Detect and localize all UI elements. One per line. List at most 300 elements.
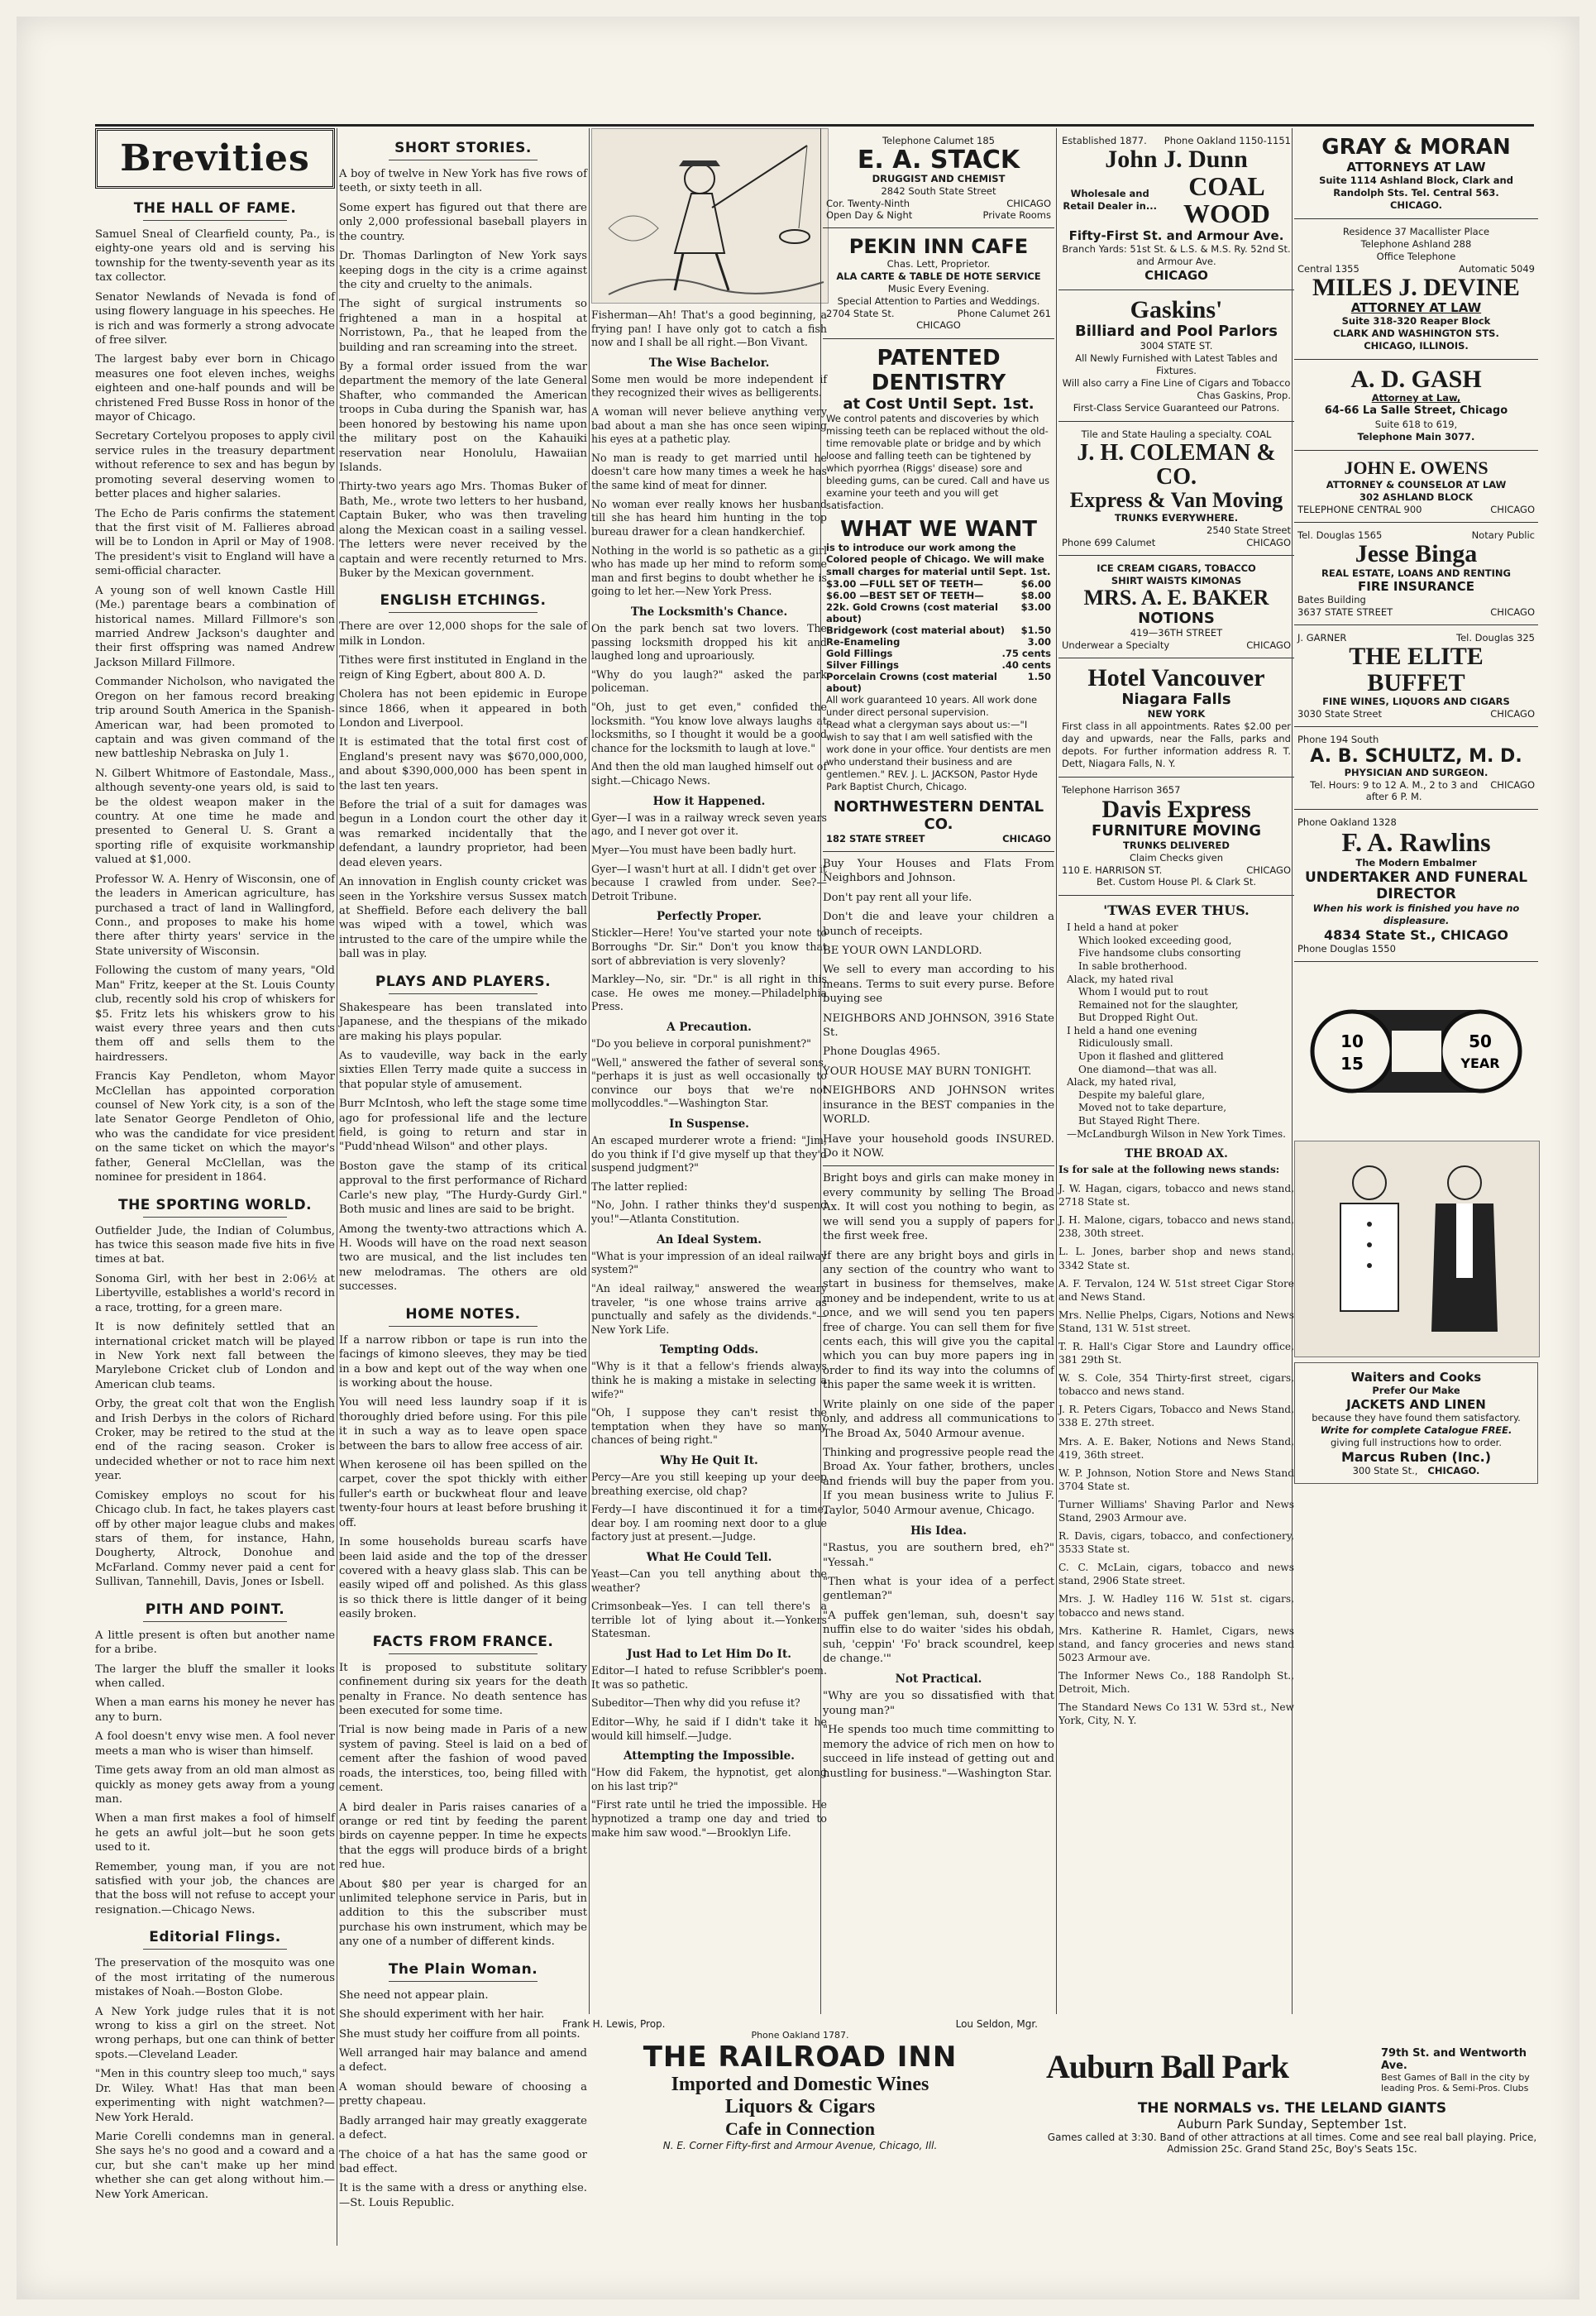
article-paragraph: Boston gave the stamp of its critical approval to the first performance of Richard Carle's new play, "The Hurdy-Gurdy Girl." Both music and lines are said to be bright. (339, 1160, 587, 1217)
article-paragraph: And then the old man laughed himself out of sight.—Chicago News. (591, 760, 827, 787)
article-paragraph: The Echo de Paris confirms the statement that the first visit of M. Fallieres abroad will be to London in April or May of 1908. The president's visit to England will have a semi-official character. (95, 507, 335, 578)
davis-l3: Claim Checks given (1129, 852, 1223, 864)
article-paragraph: On the park bench sat two lovers. The passing locksmith dropped his kit and laughed long and uproariously. (591, 621, 827, 663)
gaskins-name: Gaskins' (1130, 295, 1223, 323)
binga-tel: Tel. Douglas 1565 (1297, 529, 1383, 542)
article-paragraph: Cholera has not been epidemic in Europe since 1866, when it appeared in both London and Liverpool. (339, 688, 587, 730)
price-item: Bridgework (cost material about) (826, 624, 1006, 637)
column-ads-left (823, 128, 1054, 2031)
article-paragraph: She must study her coiffure from all points. (339, 2027, 581, 2041)
article-paragraph: There are over 12,000 shops for the sale of milk in London. (339, 620, 587, 648)
ruben-l2: Prefer Our Make (1372, 1385, 1460, 1397)
price-value: $3.00 (1020, 601, 1051, 614)
gaskins-l4: First-Class Service Guaranteed our Patrons. (1073, 401, 1280, 414)
northwestern-city: CHICAGO (1002, 832, 1051, 845)
schultz-l2: Tel. Hours: 9 to 12 A. M., 2 to 3 and after 6 P. M. (1310, 779, 1479, 803)
stack-phone: Telephone Calumet 185 (882, 135, 995, 146)
newsstand-entry: T. R. Hall's Cigar Store and Laundry office, 381 29th St. (1058, 1340, 1294, 1366)
brevities-sections (95, 200, 335, 2202)
auburn-loc1: 79th St. and Wentworth Ave. (1381, 2047, 1527, 2072)
ruben-l4: because they have found them satisfactory. (1312, 1412, 1521, 1424)
article-paragraph: Subeditor—Then why did you refuse it? (591, 1696, 800, 1710)
newsstand-entry: Mrs. Nellie Phelps, Cigars, Notions and News Stand, 131 W. 51st street. (1058, 1309, 1294, 1334)
pekin-l3: Special Attention to Parties and Weddings. (837, 295, 1040, 308)
article-paragraph: As to vaudeville, way back in the early sixties Ellen Terry made quite a success in that popular style of amusement. (339, 1049, 587, 1091)
devine-l2: Suite 318-320 Reaper Block (1341, 315, 1491, 328)
article-paragraph: Crimsonbeak—Yes. I can tell there's a terrible lot of lying about it.—Yonkers Statesman. (591, 1600, 827, 1640)
price-row (826, 659, 1051, 671)
price-value: $8.00 (1020, 590, 1051, 602)
baker-l1: ICE CREAM CIGARS, TOBACCO (1097, 562, 1256, 574)
clock-icon (1294, 969, 1538, 1134)
whatwewant-title: WHAT WE WANT (840, 516, 1037, 542)
article-paragraph: No man is ready to get married until he doesn't care how many times a week he has the same kind of meat for dinner. (591, 451, 827, 492)
binga-city: CHICAGO (1490, 606, 1535, 619)
article-paragraph: When a man first makes a fool of himself he gets an awful jolt—but he soon gets used to it. (95, 1812, 335, 1854)
northwestern-name: NORTHWESTERN DENTAL CO. (833, 797, 1044, 833)
pekin-phone: Phone Calumet 261 (957, 308, 1051, 320)
ruben-l3: JACKETS AND LINEN (1346, 1397, 1486, 1413)
article-paragraph: Dr. Thomas Darlington of New York says keeping dogs in the city is a crime against the city and cruelty to the animals. (339, 250, 587, 291)
newsstand-entry: Mrs. Katherine R. Hamlet, Cigars, news stand, and fancy groceries and news stand 5023 Armour ave. (1058, 1625, 1294, 1663)
dentistry-price-list (826, 578, 1051, 694)
gaskins-l3: Will also carry a Fine Line of Cigars and Tobacco (1062, 376, 1291, 389)
ad-hotel-vancouver (1058, 658, 1294, 778)
article-paragraph: Time gets away from an old man almost as quickly as money gets away from a young man. (95, 1764, 335, 1806)
top-rule (95, 124, 1534, 127)
poem-line: One diamond—that was all. (1078, 1063, 1217, 1075)
article-paragraph: An escaped murderer wrote a friend: "Jim, do you think if I'd give myself up that they'd suspend judgment?" (591, 1134, 827, 1175)
rawlins-l3: When his work is finished you have no displeasure. (1312, 902, 1520, 926)
stack-addr: 2842 South State Street (881, 185, 996, 198)
article-paragraph: Comiskey employs no scout for his Chicago club. In fact, he takes players cast off by other major league clubs and makes stars of them, for instance, Hahn, Dougherty, Altrock, Donohue and McFarland. Commy never paid a cent for Sullivan, Tannehill, Davis, Jones or Isbell. (95, 1489, 335, 1589)
devine-tel: Telephone Ashland 288 (1360, 237, 1472, 250)
article-paragraph: Stickler—Here! You've started your note to Borroughs "Dr. Sir." Don't you know that sort of abbreviation is very slovenly? (591, 926, 827, 967)
poem-line: Which looked exceeding good, (1078, 934, 1232, 946)
devine-c2: Automatic 5049 (1459, 262, 1535, 275)
price-row (826, 578, 1051, 590)
article-paragraph: "An ideal railway," answered the weary traveler, "is one whose trains arrive as punctually and safely as the dividends."—New York Life. (591, 1281, 827, 1336)
newsstand-entry: J. R. Peters Cigars, Tobacco and News Stand, 338 E. 27th street. (1058, 1404, 1294, 1429)
article-paragraph: A boy of twelve in New York has five rows of teeth, or sixty teeth in all. (339, 168, 587, 195)
price-item: Silver Fillings (826, 659, 900, 672)
article-paragraph: Editor—I hated to refuse Scribbler's poem. It was so pathetic. (591, 1664, 827, 1691)
poem-line: Despite my baleful glare, (1078, 1089, 1206, 1101)
article-paragraph: "He spends too much time committing to memory the advice of rich men on how to succeed in life instead of getting out and hustling for business."—Washington Star. (823, 1724, 1054, 1780)
owens-city: CHICAGO (1490, 504, 1535, 516)
article-paragraph: The largest baby ever born in Chicago measures one foot eleven inches, weighs eighteen and one-half pounds and will be christened Fred Busse Ross in honor of the mayor of Chicago. (95, 353, 335, 424)
article-paragraph: Yeast—Can you tell anything about the weather? (591, 1567, 827, 1594)
section-heading: The Wise Bachelor. (648, 356, 770, 370)
price-row (826, 671, 1051, 694)
newsstand-entry: W. S. Cole, 354 Thirty-first street, cigars, tobacco and news stand. (1058, 1372, 1294, 1398)
article-paragraph: "First rate until he tried the impossible. He hypnotized a tramp one day and tried to make him saw wood."—Brooklyn Life. (591, 1798, 827, 1839)
article-paragraph: Before the trial of a suit for damages was begun in a London court the other day it was remarked incidentally that the defendant, a laundry proprietor, had been dead eleven years. (339, 799, 587, 869)
gray-l1: ATTORNEYS AT LAW (1346, 160, 1486, 175)
gray-l2: Suite 1114 Ashland Block, Clark and Randolph Sts. Tel. Central 563. (1319, 175, 1513, 199)
article-paragraph: Trial is now being made in Paris of a new system of paving. Steel is laid on a bed of cement after the fashion of wood paved roads, the interstices, too, being filled with cement. (339, 1724, 587, 1795)
gash-l2: 64-66 La Salle Street, Chicago (1324, 404, 1508, 418)
column-divider (1292, 128, 1293, 2014)
section-heading: Not Practical. (895, 1672, 982, 1687)
gaskins-prop: Chas Gaskins, Prop. (1197, 389, 1291, 401)
coleman-addr: 2540 State Street (1207, 524, 1291, 536)
davis-phone: Telephone Harrison 3657 (1062, 783, 1181, 796)
devine-res: Residence 37 Macallister Place (1342, 225, 1490, 237)
newsstand-entry: J. H. Malone, cigars, tobacco and news stand, 238, 30th street. (1058, 1214, 1294, 1240)
rawlins-phone: Phone Oakland 1328 (1297, 816, 1397, 829)
houses-line: NEIGHBORS AND JOHNSON, 3916 State St. (823, 1012, 1054, 1040)
broadax-paragraph: Bright boys and girls can make money in every community by selling The Broad Ax. It will cost you nothing to begin, as we will send you a supply of papers for the first week free. (823, 1172, 1054, 1243)
article-paragraph: An innovation in English county cricket was seen in the Yorkshire versus Sussex match at Sheffield. Before each delivery the ball was wiped with a towel, which was intrusted to the care of the umpire while the ball was in play. (339, 876, 587, 961)
ad-elite-buffet (1294, 625, 1538, 727)
gaskins-l2: All Newly Furnished with Latest Tables and Fixtures. (1075, 352, 1278, 376)
gash-l3: Suite 618 to 619, (1374, 419, 1458, 431)
newsstand-entry: J. W. Hagan, cigars, tobacco and news stand, 2718 State st. (1058, 1183, 1294, 1208)
brevities-title: Brevities (120, 137, 310, 179)
section-heading: THE SPORTING WORLD. (95, 1197, 335, 1218)
owens-phone: TELEPHONE CENTRAL 900 (1297, 504, 1422, 516)
ad-davis-express (1058, 778, 1294, 896)
rawlins-addr: 4834 State St., CHICAGO (1324, 926, 1508, 943)
houses-line: BE YOUR OWN LANDLORD. (823, 944, 982, 957)
section-heading: What He Could Tell. (646, 1551, 772, 1565)
ruben-city: CHICAGO. (1427, 1465, 1480, 1477)
railroad-name: THE RAILROAD INN (643, 2041, 958, 2074)
dunn-phone: Phone Oakland 1150-1151 (1164, 135, 1291, 146)
article-paragraph: Professor W. A. Henry of Wisconsin, one of the leaders in American agriculture, has purchased a tract of land in Wallingford, Conn., and proposes to make his home there after thirty years' service in the State university of Wisconsin. (95, 873, 335, 958)
article-paragraph: The preservation of the mosquito was one of the most irritating of the numerous mistakes of Noah.—Boston Globe. (95, 1957, 335, 1999)
dunn-ws: Wholesale and Retail Dealer in... (1063, 188, 1157, 213)
poem-line: Whom I would put to rout (1078, 986, 1209, 998)
section-heading: A Precaution. (667, 1020, 752, 1034)
dentistry-guarantee: All work guaranteed 10 years. All work done under direct personal supervision. (826, 694, 1038, 719)
gash-l1: Attorney at Law, (1371, 392, 1461, 404)
dunn-name: John J. Dunn (1105, 146, 1248, 173)
article-paragraph: You will need less laundry soap if it is thoroughly dried before using. For this pile it in such a way as to leave open space between the bars to allow free access of air. (339, 1396, 587, 1452)
gash-l4: Telephone Main 3077. (1357, 431, 1475, 443)
newsstand-entry: C. C. McLain, cigars, tobacco and news stand, 2906 State street. (1058, 1562, 1294, 1587)
poem-body (1058, 921, 1294, 1141)
devine-office: Office Telephone (1376, 250, 1456, 262)
dentistry-t3: at Cost Until Sept. 1st. (843, 395, 1035, 413)
pekin-city: CHICAGO (916, 319, 961, 332)
article-paragraph: If a narrow ribbon or tape is run into the facings of kimono sleeves, they may be tied in a bow and kept out of the way when one is working about the house. (339, 1333, 587, 1390)
section-heading: Tempting Odds. (659, 1343, 759, 1357)
dentistry-t1: PATENTED (877, 346, 1001, 371)
coleman-name: J. H. COLEMAN & CO. (1077, 439, 1276, 490)
article-paragraph: The latter replied: (591, 1180, 688, 1193)
article-paragraph: A woman should beware of choosing a pretty chapeau. (339, 2080, 587, 2108)
auburn-loc2: Best Games of Ball in the city by leading Pros. & Semi-Pros. Clubs (1381, 2072, 1530, 2093)
jokes-lower (823, 1524, 1054, 1781)
ad-john-owens (1294, 451, 1538, 523)
elite-city: CHICAGO (1490, 708, 1535, 720)
article-paragraph: Among the twenty-two attractions which A. H. Woods will have on the road next season two are musical, and the list includes ten new melodramas. The others are old successes. (339, 1223, 587, 1294)
poem-line: But Dropped Right Out. (1078, 1012, 1198, 1024)
article-paragraph: "Men in this country sleep too much," says Dr. Wiley. What! Has that man been experimenting with night watchmen?—New York Herald. (95, 2068, 335, 2124)
article-paragraph: Senator Newlands of Nevada is fond of using flowery language in his speeches. He is rich and was formerly a strong advocate of free silver. (95, 290, 335, 347)
article-paragraph: It is proposed to substitute solitary confinement during six years for the death penalty in France. No death sentence has been executed for some time. (339, 1661, 587, 1717)
coleman-top: Tile and State Hauling a specialty. COAL (1081, 428, 1272, 440)
binga-name: Jesse Binga (1355, 540, 1478, 568)
dentistry-clergy: Read what a clergyman says about us:—"I wish to say that I am well satisfied with the work done in your office. Your dentists are men who understand their business and are gentlemen." REV. J. L. JACKSON, Pastor Hyde Park Baptist Church, Chicago. (826, 719, 1051, 792)
houses-line: Don't pay rent all your life. (823, 891, 972, 904)
article-paragraph: Secretary Cortelyou proposes to apply civil service rules in the treasury department without reference to sex and has begun by promoting several deserving women to better places and higher salaries. (95, 430, 335, 501)
ad-schultz (1294, 727, 1538, 810)
humor-sections (591, 356, 827, 1840)
binga-l2: FIRE INSURANCE (1358, 579, 1474, 595)
section-heading: FACTS FROM FRANCE. (339, 1634, 587, 1654)
dunn-addr: Fifty-First St. and Armour Ave. (1068, 227, 1284, 243)
ad-dentistry (823, 339, 1054, 852)
devine-l1: ATTORNEY AT LAW (1350, 300, 1482, 316)
article-paragraph: "Oh, I suppose they can't resist the temptation when they have so many chances of being right." (591, 1406, 827, 1447)
article-paragraph: The sight of surgical instruments so frightened a man in a hospital at Norristown, Pa., that he leaped from the building and ran screaming into the street. (339, 298, 587, 354)
houses-line: NEIGHBORS AND JOHNSON writes insurance in the BEST companies in the WORLD. (823, 1084, 1054, 1127)
clock-right-top: 50 (1469, 1031, 1492, 1052)
article-paragraph: Nothing in the world is so pathetic as a girl who has made up her mind to reform some man and first begins to doubt whether he is going to let her.—New York Press. (591, 543, 827, 598)
schultz-phone: Phone 194 South (1297, 734, 1379, 746)
rawlins-name: F. A. Rawlins (1341, 827, 1491, 858)
fisherman-caption (591, 309, 827, 350)
vancouver-body: First class in all appointments. Rates $2.00 per day and upwards, near the Falls, parks and depots. For further information address R. T. Dett, Niagara Falls, N. Y. (1062, 720, 1291, 769)
poem-line: Five handsome clubs consorting (1078, 947, 1241, 959)
column-short-stories (339, 128, 587, 2209)
newsstand-entry: L. L. Jones, barber shop and news stand, 3342 State st. (1058, 1246, 1294, 1271)
railroad-mgr: Lou Seldon, Mgr. (955, 2018, 1038, 2030)
article-paragraph: Francis Kay Pendleton, whom Mayor McClellan has appointed corporation counsel of New York city, is a son of the late Senator George Pendleton of Ohio, who was the candidate for vice president on the same ticket on which the mayor's father, General McClellan, was the nominee for president in 1864. (95, 1070, 335, 1184)
price-row (826, 648, 1051, 659)
article-paragraph: A fool doesn't envy wise men. A fool never meets a man who is wiser than himself. (95, 1730, 335, 1758)
auburn-l1: THE NORMALS vs. THE LELAND GIANTS (1137, 2100, 1447, 2117)
price-item: Porcelain Crowns (cost material about) (826, 671, 997, 695)
article-paragraph: By a formal order issued from the war department the memory of the late General Shafter, who commanded the American troops in Cuba during the Spanish war, has been honored by bestowing his name upon the military post on the Kahauiki reservation near Honolulu, Hawaiian Islands. (339, 361, 587, 475)
broadax-sale-title: THE BROAD AX. (1125, 1147, 1228, 1161)
article-paragraph: The larger the bluff the smaller it looks when called. (95, 1663, 335, 1690)
elite-garner: J. GARNER (1297, 632, 1347, 644)
section-heading: PITH AND POINT. (95, 1601, 335, 1622)
article-paragraph: "No, John. I rather thinks they'd suspend you!"—Atlanta Constitution. (591, 1199, 827, 1226)
ad-miles-devine (1294, 219, 1538, 360)
article-paragraph: A New York judge rules that it is not wrong to kiss a girl on the street. Not wrong perhaps, but one can think of better spots.—Cleveland Leader. (95, 2005, 335, 2061)
neighbors-johnson-ad (823, 852, 1054, 1161)
poem-line: I held a hand at poker (1067, 921, 1178, 934)
devine-name: MILES J. DEVINE (1312, 273, 1520, 301)
price-item: 22k. Gold Crowns (cost material about) (826, 601, 998, 625)
section-heading: ENGLISH ETCHINGS. (339, 592, 587, 613)
article-paragraph: About $80 per year is charged for an unlimited telephone service in Paris, but in addition to this the subscriber must purchase his own instrument, which may be any one of a number of different kinds. (339, 1878, 587, 1949)
ad-john-j-dunn (1058, 128, 1294, 290)
stack-hours: Open Day & Night (826, 209, 913, 222)
davis-l2: TRUNKS DELIVERED (1123, 840, 1230, 852)
article-paragraph: No woman ever really knows her husband till she has heard him hunting in the top bureau drawer for a clean handkerchief. (591, 497, 827, 538)
clock-ad-graphic (1294, 969, 1538, 1134)
price-item: $6.00 —BEST SET OF TEETH— (826, 590, 984, 602)
section-heading: Just Had to Let Him Do It. (627, 1648, 791, 1662)
railroad-addr: N. E. Corner Fifty-first and Armour Avenue, Chicago, Ill. (662, 2140, 938, 2151)
baker-notions: NOTIONS (1138, 609, 1215, 627)
poem-line: —McLandburgh Wilson in New York Times. (1067, 1127, 1286, 1140)
newsstand-entry: A. F. Tervalon, 124 W. 51st street Cigar Store and News Stand. (1058, 1277, 1294, 1303)
ad-gash (1294, 360, 1538, 451)
auburn-name: Auburn Ball Park (1046, 2048, 1288, 2085)
stack-cor: Cor. Twenty-Ninth (826, 198, 910, 210)
waiters-illustration (1294, 1141, 1540, 1357)
article-paragraph: Shakespeare has been translated into Japanese, and the thespians of the mikado are making his plays popular. (339, 1001, 587, 1043)
davis-addr: 110 E. HARRISON ST. (1062, 864, 1163, 877)
article-paragraph: Percy—Are you still keeping up your deep breathing exercise, old chap? (591, 1471, 827, 1497)
article-paragraph: "Why do you laugh?" asked the park policeman. (591, 668, 827, 695)
owens-l2: 302 ASHLAND BLOCK (1359, 491, 1474, 504)
newspaper-page (17, 17, 1579, 2299)
schultz-name: A. B. SCHULTZ, M. D. (1310, 746, 1522, 768)
article-paragraph: Well arranged hair may balance and amend a defect. (339, 2046, 587, 2074)
article-paragraph: "Do you believe in corporal punishment?" (591, 1036, 811, 1050)
section-heading: Perfectly Proper. (657, 910, 762, 924)
elite-addr: 3030 State Street (1297, 708, 1382, 720)
section-heading: How it Happened. (652, 794, 766, 808)
houses-line: YOUR HOUSE MAY BURN TONIGHT. (823, 1065, 1032, 1078)
houses-line: We sell to every man according to his means. Terms to suit every purse. Before buying see (823, 964, 1054, 1006)
article-paragraph: "What is your impression of an ideal railway system?" (591, 1249, 827, 1276)
waiters-drawing (1295, 1141, 1539, 1357)
baker-l2: SHIRT WAISTS KIMONAS (1111, 574, 1242, 586)
column-divider (589, 128, 590, 2014)
article-paragraph: "Why is it that a fellow's friends always think he is making a mistake in selecting a wife?" (591, 1360, 827, 1400)
poem-line: I held a hand one evening (1067, 1024, 1197, 1036)
article-paragraph: Editor—Why, he said if I didn't take it he would kill himself.—Judge. (591, 1715, 827, 1742)
price-value: .75 cents (1001, 648, 1051, 660)
price-value: $6.00 (1020, 578, 1051, 591)
section-heading: HOME NOTES. (339, 1306, 587, 1327)
article-paragraph: Myer—You must have been badly hurt. (591, 843, 796, 856)
ad-gray-moran (1294, 128, 1538, 219)
price-item: $3.00 —FULL SET OF TEETH— (826, 578, 983, 591)
article-paragraph: Sonoma Girl, with her best in 2:06½ at Libertyville, establishes a world's record in a race, trotting, for a green mare. (95, 1272, 335, 1314)
ruben-name: Marcus Ruben (Inc.) (1340, 1449, 1492, 1466)
article-paragraph: Markley—No, sir. "Dr." is all right in this case. He owes me money.—Philadelphia Press. (591, 973, 827, 1013)
gray-city: CHICAGO. (1389, 199, 1442, 211)
dunn-coal: COAL (1188, 170, 1265, 201)
article-paragraph: A little present is often but another name for a bribe. (95, 1629, 335, 1657)
article-paragraph: "A puffek gen'leman, suh, doesn't say nuffin else to do waiter 'sides his obdah, suh, 'ceppin' 'Fo' brack scoundrel, keep de change.'" (823, 1609, 1054, 1666)
column-ads-middle (1058, 128, 1294, 2031)
ad-coleman (1058, 422, 1294, 556)
broadax-paragraph: If there are any bright boys and girls in any section of the country who want to start in business for themselves, make money and be independent, write to us at once, and we will send you ten papers free of charge. You can sell them for five cents each, this will give you the capital which you can buy more papers ing in order to find its way into the columns of this paper the same week it is written. (823, 1249, 1054, 1392)
pekin-name: PEKIN INN CAFE (848, 235, 1029, 259)
vancouver-l2: NEW YORK (1147, 708, 1206, 720)
houses-line: Have your household goods INSURED. Do it NOW. (823, 1132, 1054, 1160)
poem-line: Alack, my hated rival (1067, 973, 1173, 985)
gaskins-l1: Billiard and Pool Parlors (1075, 323, 1278, 341)
clock-left-top: 10 (1340, 1031, 1364, 1052)
article-paragraph: When a man earns his money he never has any to burn. (95, 1696, 335, 1724)
column-humor (591, 128, 827, 2031)
davis-name: Davis Express (1101, 795, 1251, 823)
article-paragraph: It is now definitely settled that an international cricket match will be played in New York next fall between the Marylebone Cricket club of London and American club teams. (95, 1321, 335, 1391)
ad-pekin-inn (823, 228, 1054, 339)
rawlins-l2: UNDERTAKER AND FUNERAL DIRECTOR (1304, 868, 1528, 902)
pekin-l1: ALA CARTE & TABLE DE HOTE SERVICE (836, 270, 1041, 283)
davis-city: CHICAGO (1246, 864, 1291, 877)
column-divider (1056, 128, 1057, 2014)
owens-name: JOHN E. OWENS (1344, 457, 1488, 479)
article-paragraph: When kerosene oil has been spilled on the carpet, cover the spot thickly with either fuller's earth or buckwheat flour and leave twenty-four hours at least before brushing it off. (339, 1459, 587, 1529)
ruben-l5: Write for complete Catalogue FREE. (1320, 1424, 1512, 1437)
article-paragraph: Some expert has figured out that there are only 2,000 professional baseball players in the country. (339, 201, 587, 243)
newsstand-entry: The Standard News Co 131 W. 53rd st., New York, City, N. Y. (1058, 1701, 1294, 1727)
article-paragraph: It is estimated that the total first cost of England's present navy was $670,000,000, and about $390,000,000 has been spent in the last ten years. (339, 736, 587, 792)
poem-line: Ridiculously small. (1078, 1037, 1173, 1050)
ad-jesse-binga (1294, 523, 1538, 625)
coleman-phone: Phone 699 Calumet (1062, 536, 1156, 548)
gash-name: A. D. GASH (1350, 365, 1482, 393)
schultz-city: CHICAGO (1490, 779, 1535, 792)
article-paragraph: Tithes were first instituted in England in the reign of King Egbert, about 800 A. D. (339, 654, 587, 682)
newsstand-entry: Mrs. J. W. Hadley 116 W. 51st st. cigars, tobacco and news stand. (1058, 1593, 1294, 1619)
newsstand-entry: R. Davis, cigars, tobacco, and confectionery, 3533 State st. (1058, 1530, 1294, 1556)
price-value: .40 cents (1001, 659, 1051, 672)
price-item: Re-Enameling (826, 636, 901, 648)
schultz-l1: PHYSICIAN AND SURGEON. (1344, 767, 1488, 779)
baker-name: MRS. A. E. BAKER (1083, 586, 1269, 610)
caption-paragraph: Fisherman—Ah! That's a good beginning, a frying pan! I have only got to catch a fish now and I shall be all right.—Bon Vivant. (591, 309, 827, 349)
clock-left-bottom: 15 (1340, 1054, 1364, 1074)
dunn-yards: Branch Yards: 51st St. & L.S. & M.S. Ry. 52nd St. and Armour Ave. (1062, 242, 1291, 267)
elite-name: THE ELITE BUFFET (1349, 643, 1484, 696)
article-paragraph: Remember, young man, if you are not satisfied with your job, the chances are that the boss will not refuse to accept your resignation.—Chicago News. (95, 1860, 335, 1916)
davis-l1: FURNITURE MOVING (1091, 822, 1262, 840)
article-paragraph: She need not appear plain. (339, 1988, 489, 2002)
poem-line: But Stayed Right There. (1078, 1115, 1201, 1127)
baker-l3: Underwear a Specialty (1062, 639, 1170, 651)
coleman-l2: TRUNKS EVERYWHERE. (1114, 511, 1239, 524)
article-paragraph: She should experiment with her hair. (339, 2008, 545, 2022)
auburn-l3: Games called at 3:30. Band of other attractions at all times. Come and see real ball playing. Price, Admission 25c. Grand Stand 25c, Boy's Seats 15c. (1047, 2132, 1537, 2155)
article-paragraph: "Why are you so dissatisfied with that young man?" (823, 1690, 1054, 1717)
houses-line: Phone Douglas 4965. (823, 1046, 941, 1059)
stack-city: CHICAGO (1006, 198, 1051, 210)
binga-l3: Bates Building (1297, 594, 1366, 606)
newsstand-entry: Turner Williams' Shaving Parlor and News Stand, 2903 Armour ave. (1058, 1498, 1294, 1524)
dunn-est: Established 1877. (1062, 135, 1147, 146)
section-heading: THE HALL OF FAME. (95, 200, 335, 221)
newsstand-entry: The Informer News Co., 188 Randolph St., Detroit, Mich. (1058, 1669, 1294, 1696)
coleman-city: CHICAGO (1246, 536, 1291, 548)
article-paragraph: Commander Nicholson, who navigated the Oregon on her famous record breaking trip around South America in the Spanish-American war, had been promoted to captain and was given command of the new battleship Nebraska on July 1. (95, 676, 335, 761)
article-paragraph: Gyer—I was in a railway wreck seven years ago, and I never got over it. (591, 811, 827, 838)
gray-name: GRAY & MORAN (1321, 135, 1511, 160)
article-paragraph: Marie Corelli condemns man in general. She says he's no good and a coward and a cur, but she can't make up her mind whether she can get along without him.—New York American. (95, 2130, 335, 2201)
poem-title: 'TWAS EVER THUS. (1103, 902, 1250, 919)
northwestern-addr: 182 STATE STREET (826, 832, 925, 845)
section-heading: Why He Quit It. (660, 1454, 758, 1467)
davis-l4: Bet. Custom House Pl. & Clark St. (1096, 876, 1257, 888)
ruben-addr: 300 State St., (1352, 1465, 1418, 1477)
column-divider (820, 128, 821, 2014)
poem-line: Upon it flashed and glittered (1078, 1050, 1224, 1063)
fisherman-illustration (591, 128, 829, 304)
article-paragraph: "Rastus, you are southern bred, eh?" "Yessah." (823, 1542, 1054, 1569)
section-heading: The Locksmith's Chance. (630, 605, 788, 619)
article-paragraph: Burr McIntosh, who left the stage some time ago for professional life and the lecture field, is going to return and star in "Pudd'nhead Wilson" and other plays. (339, 1098, 587, 1154)
article-paragraph: Orby, the great colt that won the English and Irish Derbys in the colors of Richard Croker, may be retired to the stud at the end of the racing season. Croker is undecided whether or not to race him next year. (95, 1398, 335, 1483)
baker-city: CHICAGO (1246, 639, 1291, 651)
ad-rawlins (1294, 810, 1538, 962)
houses-line: Don't die and leave your children a bunch of receipts. (823, 911, 1054, 938)
railroad-l3: Cafe in Connection (725, 2118, 875, 2139)
